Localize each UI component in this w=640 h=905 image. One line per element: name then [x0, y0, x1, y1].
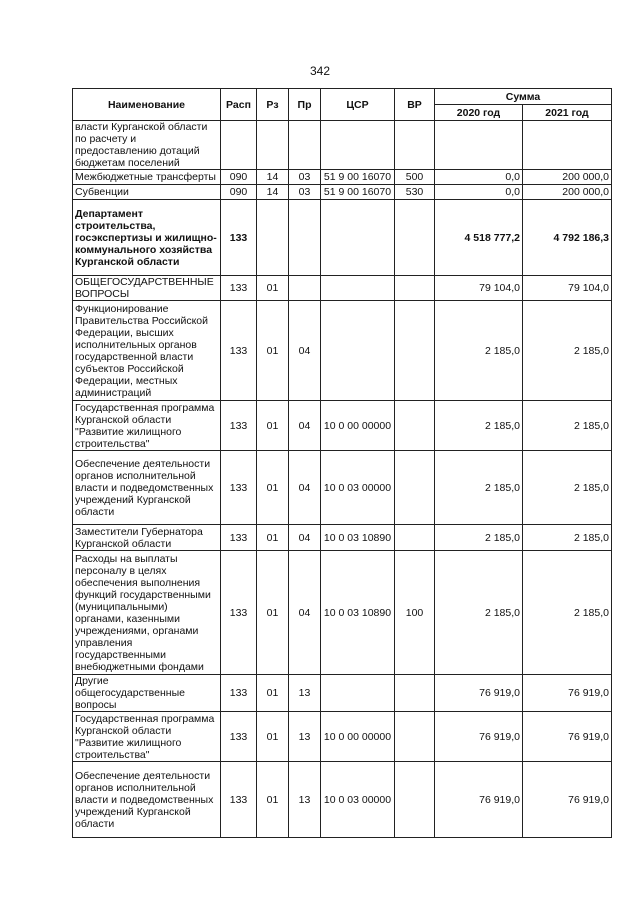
row-pr: 04	[289, 451, 321, 525]
row-pr: 13	[289, 762, 321, 838]
table-row	[73, 276, 612, 301]
row-rz: 14	[257, 185, 289, 200]
row-rasp: 133	[221, 762, 257, 838]
table-row	[73, 551, 612, 675]
row-csr: 51 9 00 16070	[321, 170, 395, 185]
row-2021: 2 185,0	[523, 525, 612, 551]
row-name: Государственная программа Курганской области "Развитие жилищного строительства"	[73, 401, 221, 451]
row-rz: 01	[257, 401, 289, 451]
table-row	[73, 675, 612, 712]
table-row	[73, 525, 612, 551]
row-rasp: 133	[221, 675, 257, 712]
row-csr: 10 0 03 10890	[321, 525, 395, 551]
table-row	[73, 301, 612, 401]
row-2020: 2 185,0	[435, 401, 523, 451]
row-csr	[321, 301, 395, 401]
row-2021: 76 919,0	[523, 762, 612, 838]
row-rasp: 133	[221, 301, 257, 401]
row-vr	[395, 200, 435, 276]
row-2020: 79 104,0	[435, 276, 523, 301]
row-rasp: 133	[221, 401, 257, 451]
row-vr	[395, 712, 435, 762]
row-name: Межбюджетные трансферты	[73, 170, 221, 185]
row-csr	[321, 675, 395, 712]
row-2020	[435, 121, 523, 170]
row-name: Обеспечение деятельности органов исполнительной власти и подведомственных учреждений Курганской области	[73, 762, 221, 838]
row-vr	[395, 451, 435, 525]
row-rasp: 133	[221, 525, 257, 551]
row-csr: 10 0 03 10890	[321, 551, 395, 675]
row-rz: 01	[257, 551, 289, 675]
header-pr: Пр	[289, 89, 321, 121]
table-row	[73, 712, 612, 762]
row-rz	[257, 121, 289, 170]
row-2020: 2 185,0	[435, 451, 523, 525]
row-2021: 79 104,0	[523, 276, 612, 301]
row-2021: 2 185,0	[523, 301, 612, 401]
table-row	[73, 121, 612, 170]
row-name: Другие общегосударственные вопросы	[73, 675, 221, 712]
row-vr: 100	[395, 551, 435, 675]
row-2021: 2 185,0	[523, 401, 612, 451]
row-2020: 0,0	[435, 185, 523, 200]
row-2021: 200 000,0	[523, 185, 612, 200]
header-rasp: Расп	[221, 89, 257, 121]
row-vr: 530	[395, 185, 435, 200]
row-pr: 04	[289, 525, 321, 551]
row-pr: 13	[289, 712, 321, 762]
row-rasp: 133	[221, 200, 257, 276]
header-2021: 2021 год	[523, 105, 612, 121]
row-name: Субвенции	[73, 185, 221, 200]
table-row	[73, 200, 612, 276]
row-2021	[523, 121, 612, 170]
row-vr	[395, 675, 435, 712]
header-rz: Рз	[257, 89, 289, 121]
row-pr: 04	[289, 301, 321, 401]
row-vr	[395, 401, 435, 451]
row-name: власти Курганской области по расчету и предоставлению дотаций бюджетам поселений	[73, 121, 221, 170]
row-pr: 03	[289, 170, 321, 185]
header-csr: ЦСР	[321, 89, 395, 121]
row-name: Обеспечение деятельности органов исполнительной власти и подведомственных учреждений Курганской области	[73, 451, 221, 525]
row-vr	[395, 301, 435, 401]
row-2020: 76 919,0	[435, 675, 523, 712]
table-row	[73, 762, 612, 838]
row-name: Департамент строительства, госэкспертизы и жилищно-коммунального хозяйства Курганской области	[73, 200, 221, 276]
row-pr	[289, 121, 321, 170]
header-vr: ВР	[395, 89, 435, 121]
header-2020: 2020 год	[435, 105, 523, 121]
row-name: ОБЩЕГОСУДАРСТВЕННЫЕ ВОПРОСЫ	[73, 276, 221, 301]
row-vr	[395, 276, 435, 301]
row-2020: 2 185,0	[435, 551, 523, 675]
row-pr	[289, 276, 321, 301]
header-name: Наименование	[73, 89, 221, 121]
row-rasp: 133	[221, 712, 257, 762]
row-rasp	[221, 121, 257, 170]
row-pr: 04	[289, 551, 321, 675]
row-rasp: 133	[221, 551, 257, 675]
row-vr	[395, 121, 435, 170]
table-row	[73, 401, 612, 451]
header-sum: Сумма	[435, 89, 612, 105]
row-rasp: 090	[221, 185, 257, 200]
row-2020: 4 518 777,2	[435, 200, 523, 276]
table-row	[73, 451, 612, 525]
row-2020: 76 919,0	[435, 762, 523, 838]
row-2020: 76 919,0	[435, 712, 523, 762]
row-2021: 4 792 186,3	[523, 200, 612, 276]
row-rz: 01	[257, 762, 289, 838]
row-2021: 200 000,0	[523, 170, 612, 185]
row-rz: 01	[257, 675, 289, 712]
row-rz: 01	[257, 712, 289, 762]
row-vr: 500	[395, 170, 435, 185]
row-name: Государственная программа Курганской области "Развитие жилищного строительства"	[73, 712, 221, 762]
row-name: Расходы на выплаты персоналу в целях обеспечения выполнения функций государственными (муниципальными) органами, казенными учреждениями, органами управления государственными внебюджетными фондами	[73, 551, 221, 675]
row-rz: 01	[257, 276, 289, 301]
row-csr	[321, 121, 395, 170]
row-rasp: 090	[221, 170, 257, 185]
row-rasp: 133	[221, 451, 257, 525]
row-name: Заместители Губернатора Курганской области	[73, 525, 221, 551]
row-2020: 2 185,0	[435, 301, 523, 401]
budget-table	[72, 88, 612, 838]
row-rz: 01	[257, 451, 289, 525]
row-2020: 0,0	[435, 170, 523, 185]
row-csr	[321, 276, 395, 301]
row-pr: 13	[289, 675, 321, 712]
row-csr: 10 0 03 00000	[321, 762, 395, 838]
table-row	[73, 170, 612, 185]
table-row	[73, 185, 612, 200]
row-csr: 10 0 00 00000	[321, 712, 395, 762]
row-2021: 2 185,0	[523, 551, 612, 675]
row-2021: 76 919,0	[523, 675, 612, 712]
row-pr	[289, 200, 321, 276]
page-number: 342	[309, 64, 331, 78]
row-pr: 04	[289, 401, 321, 451]
row-rasp: 133	[221, 276, 257, 301]
row-name: Функционирование Правительства Российской Федерации, высших исполнительных органов государственной власти субъектов Российской Федерации, местных администраций	[73, 301, 221, 401]
row-2020: 2 185,0	[435, 525, 523, 551]
row-rz: 01	[257, 301, 289, 401]
row-csr: 10 0 03 00000	[321, 451, 395, 525]
row-csr: 51 9 00 16070	[321, 185, 395, 200]
row-2021: 76 919,0	[523, 712, 612, 762]
row-rz: 14	[257, 170, 289, 185]
row-vr	[395, 525, 435, 551]
row-rz: 01	[257, 525, 289, 551]
row-csr	[321, 200, 395, 276]
row-pr: 03	[289, 185, 321, 200]
row-vr	[395, 762, 435, 838]
row-2021: 2 185,0	[523, 451, 612, 525]
row-rz	[257, 200, 289, 276]
row-csr: 10 0 00 00000	[321, 401, 395, 451]
